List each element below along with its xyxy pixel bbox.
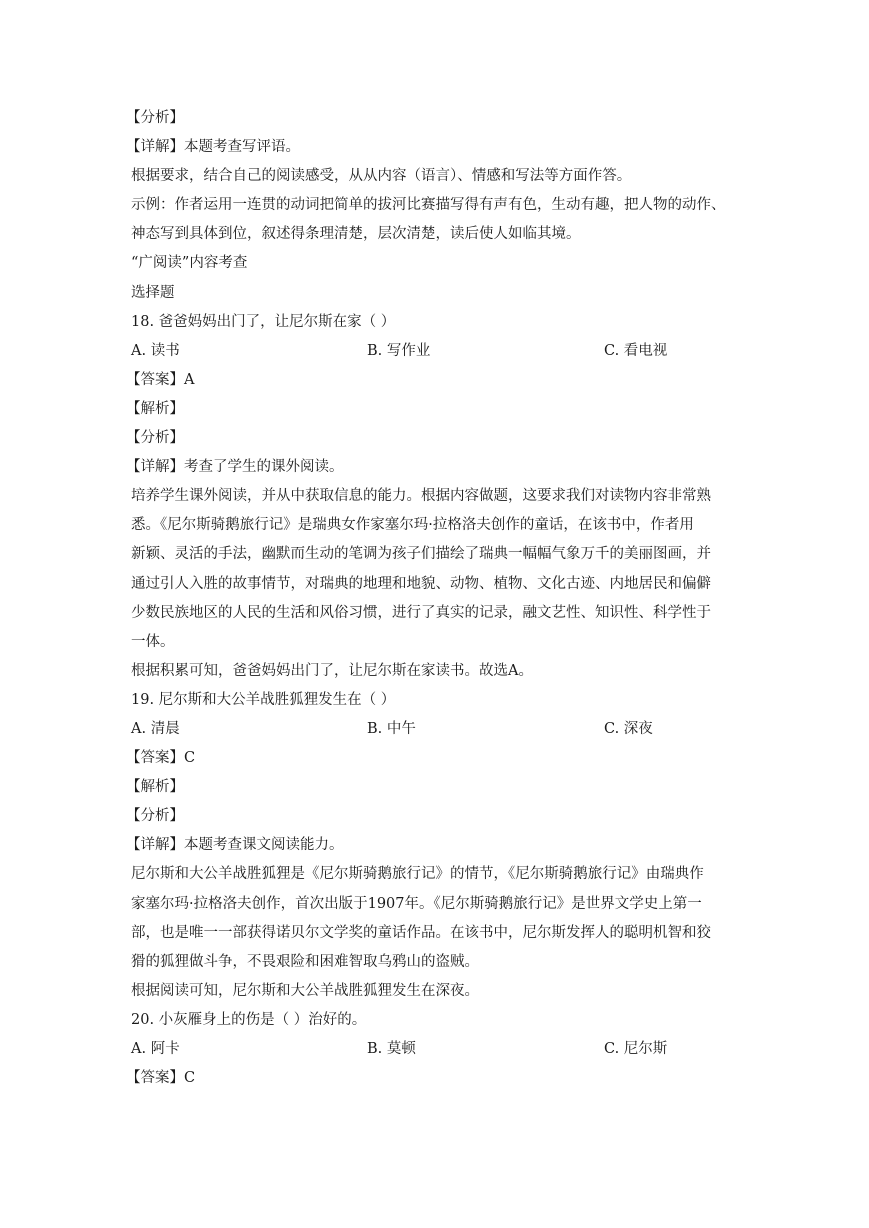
analysis-heading: 【分析】 xyxy=(126,110,184,126)
option-b: B. 写作业 xyxy=(367,342,431,359)
option-a: A. 阿卡 xyxy=(131,1041,180,1057)
question-20-options xyxy=(131,1035,751,1064)
option-a: A. 读书 xyxy=(131,342,180,359)
paragraph-line: 培养学生课外阅读，并从中获取信息的能力。根据内容做题，这要求我们对读物内容非常熟 xyxy=(131,488,711,505)
paragraph-line: 神态写到具体到位，叙述得条理清楚，层次清楚，读后使人如临其境。 xyxy=(131,226,581,243)
paragraph-line: 示例：作者运用一连贯的动词把简单的拔河比赛描写得有声有色，生动有趣，把人物的动作、 xyxy=(131,197,726,214)
explanation-line: 【详解】本题考查课文阅读能力。 xyxy=(126,837,344,854)
option-b: B. 莫顿 xyxy=(367,1041,416,1057)
parse-heading: 【解析】 xyxy=(126,779,184,796)
analysis-heading: 【分析】 xyxy=(126,808,184,825)
paragraph-line: 猾的狐狸做斗争，不畏艰险和困难智取乌鸦山的盗贼。 xyxy=(131,953,479,970)
option-a: A. 清晨 xyxy=(131,720,180,737)
paragraph-line: 根据积累可知，爸爸妈妈出门了，让尼尔斯在家读书。故选A。 xyxy=(131,662,533,679)
paragraph-line: 悉。《尼尔斯骑鹅旅行记》是瑞典女作家塞尔玛·拉格洛夫创作的童话，在该书中，作者用 xyxy=(131,517,694,534)
question-19-options xyxy=(131,715,751,744)
paragraph-line: 少数民族地区的人民的生活和风俗习惯，进行了真实的记录，融文艺性、知识性、科学性于 xyxy=(131,604,711,621)
paragraph-line: 通过引人入胜的故事情节，对瑞典的地理和地貌、动物、植物、文化古迹、内地居民和偏僻 xyxy=(131,575,711,592)
paragraph-line: 部，也是唯一一部获得诺贝尔文学奖的童话作品。在该书中，尼尔斯发挥人的聪明机智和狡 xyxy=(131,924,711,941)
analysis-heading: 【分析】 xyxy=(126,430,184,447)
question-19: 19. 尼尔斯和大公羊战胜狐狸发生在（ ） xyxy=(131,691,396,708)
answer-line: 【答案】C xyxy=(126,750,196,767)
section-heading: “广阅读”内容考查 xyxy=(131,255,248,272)
answer-line: 【答案】C xyxy=(126,1070,196,1087)
document-page xyxy=(126,104,751,1093)
paragraph-line: 根据阅读可知，尼尔斯和大公羊战胜狐狸发生在深夜。 xyxy=(131,982,479,999)
option-c: C. 尼尔斯 xyxy=(604,1041,668,1057)
paragraph-line: 家塞尔玛·拉格洛夫创作，首次出版于1907年。《尼尔斯骑鹅旅行记》是世界文学史上第一 xyxy=(131,895,702,912)
question-18: 18. 爸爸妈妈出门了，让尼尔斯在家（ ） xyxy=(131,313,396,330)
paragraph-line: 新颖、灵活的手法，幽默而生动的笔调为孩子们描绘了瑞典一幅幅气象万千的美丽图画，并 xyxy=(131,546,711,563)
paragraph-line: 根据要求，结合自己的阅读感受，从从内容（语言）、情感和写法等方面作答。 xyxy=(131,168,632,185)
option-b: B. 中午 xyxy=(367,720,416,737)
question-20: 20. 小灰雁身上的伤是（ ）治好的。 xyxy=(131,1011,367,1028)
option-c: C. 深夜 xyxy=(604,720,653,737)
section-subheading: 选择题 xyxy=(131,284,175,301)
paragraph-line: 尼尔斯和大公羊战胜狐狸是《尼尔斯骑鹅旅行记》的情节，《尼尔斯骑鹅旅行记》由瑞典作 xyxy=(131,866,704,883)
explanation-line: 【详解】考查了学生的课外阅读。 xyxy=(126,459,344,476)
option-c: C. 看电视 xyxy=(604,342,668,359)
parse-heading: 【解析】 xyxy=(126,400,184,417)
explanation-line: 【详解】本题考查写评语。 xyxy=(126,139,300,156)
answer-line: 【答案】A xyxy=(126,371,195,388)
paragraph-line: 一体。 xyxy=(131,633,175,650)
question-18-options xyxy=(131,337,751,366)
